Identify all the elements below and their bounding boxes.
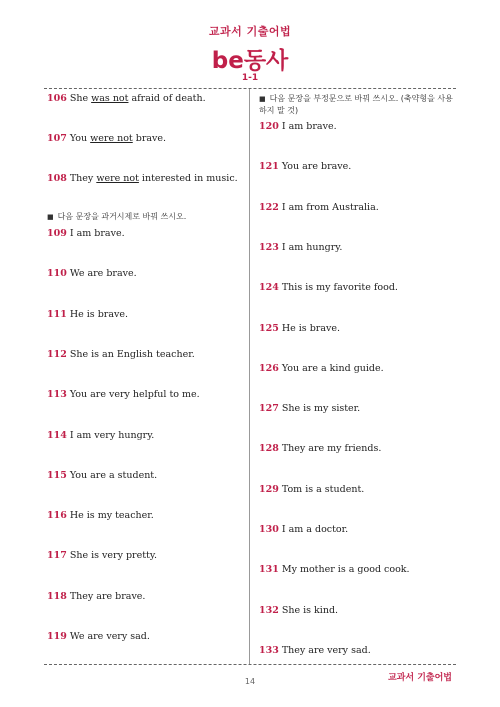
instruction-past-tense <box>47 211 186 223</box>
question-text: interested in music. <box>138 173 238 184</box>
question-number: 130 <box>259 524 279 535</box>
question-number: 125 <box>259 322 279 334</box>
question-text: She is very pretty. <box>69 550 157 562</box>
question-text: I am very hungry. <box>69 429 155 441</box>
question-item <box>259 363 384 375</box>
question-number: 133 <box>259 644 279 656</box>
question-text: brave. <box>132 133 167 144</box>
question-number: 127 <box>259 403 279 415</box>
question-text: We are brave. <box>69 268 137 280</box>
question-number: 107 <box>47 133 67 144</box>
question-number: 132 <box>259 604 279 616</box>
question-item <box>47 550 157 562</box>
question-item <box>259 121 337 133</box>
question-text: She is an English teacher. <box>69 348 195 360</box>
question-item <box>259 564 410 576</box>
instruction-text: 다음 문장을 부정문으로 바꿔 쓰시오. (축약형을 사용하지 말 것) <box>259 94 453 115</box>
question-number: 126 <box>259 362 279 374</box>
question-number: 118 <box>47 590 67 602</box>
question-number: 128 <box>259 443 279 455</box>
question-number: 115 <box>47 469 67 481</box>
instruction-text: 다음 문장을 과거시제로 바꿔 쓰시오. <box>57 212 187 221</box>
question-number: 123 <box>259 241 279 253</box>
question-text: Tom is a student. <box>281 483 365 495</box>
question-item <box>47 430 154 442</box>
question-number: 119 <box>47 631 67 642</box>
page-title: be동사 <box>211 48 289 74</box>
question-number: 114 <box>47 429 67 441</box>
bottom-rule <box>44 664 456 665</box>
column-divider <box>249 89 250 664</box>
question-text: He is brave. <box>69 308 128 320</box>
question-106 <box>47 93 206 105</box>
question-number: 111 <box>47 308 67 320</box>
question-item <box>259 484 364 496</box>
question-item <box>259 202 379 214</box>
question-number: 117 <box>47 550 67 562</box>
question-item <box>259 403 360 415</box>
question-text: I am brave. <box>281 121 337 132</box>
question-text: He is my teacher. <box>69 510 154 522</box>
page-number: 14 <box>244 677 256 686</box>
question-item <box>47 631 150 643</box>
question-number: 129 <box>259 483 279 495</box>
question-number: 112 <box>47 348 67 360</box>
question-text: My mother is a good cook. <box>281 564 410 576</box>
top-rule <box>44 88 456 89</box>
question-text: They are very sad. <box>281 644 371 656</box>
underlined-phrase: were not <box>90 133 133 144</box>
question-item <box>259 443 381 455</box>
question-text: She <box>69 93 92 104</box>
question-item <box>259 323 340 335</box>
underlined-phrase: were not <box>96 173 139 184</box>
square-bullet-icon: ■ <box>47 213 54 221</box>
question-text: You <box>69 133 91 144</box>
question-text: He is brave. <box>281 322 340 334</box>
question-number: 121 <box>259 161 279 173</box>
question-number: 108 <box>47 173 67 184</box>
question-item <box>47 309 128 321</box>
question-item <box>259 524 348 536</box>
square-bullet-icon: ■ <box>259 95 266 103</box>
question-number: 116 <box>47 510 67 522</box>
question-text: You are a student. <box>69 469 158 481</box>
question-text: You are brave. <box>281 161 352 173</box>
question-text: I am hungry. <box>281 241 343 253</box>
question-number: 110 <box>47 268 67 280</box>
question-text: They are my friends. <box>281 443 382 455</box>
footer-brand: 교과서 기출어법 <box>388 673 452 683</box>
question-text: She is my sister. <box>281 403 361 415</box>
question-item <box>259 282 398 294</box>
question-item <box>259 242 342 254</box>
question-item <box>47 389 200 401</box>
instruction-negative <box>259 93 459 117</box>
question-number: 122 <box>259 201 279 213</box>
question-item <box>47 268 137 280</box>
question-number: 109 <box>47 228 67 239</box>
question-number: 106 <box>47 93 67 104</box>
question-text: I am a doctor. <box>281 524 349 535</box>
question-text: You are a kind guide. <box>281 362 384 374</box>
question-number: 113 <box>47 389 67 401</box>
question-number: 131 <box>259 564 279 576</box>
question-107 <box>47 133 166 145</box>
question-number: 120 <box>259 121 279 132</box>
question-text: You are very helpful to me. <box>69 389 200 401</box>
question-108 <box>47 173 238 185</box>
question-text: They are brave. <box>69 590 146 602</box>
question-item <box>259 605 338 617</box>
question-text: She is kind. <box>281 604 339 616</box>
question-text: afraid of death. <box>128 93 206 104</box>
question-item <box>47 510 154 522</box>
header-book-title: 교과서 기출어법 <box>208 25 292 38</box>
underlined-phrase: was not <box>91 93 129 104</box>
question-item <box>259 161 351 173</box>
question-item <box>47 591 145 603</box>
question-item <box>259 645 371 657</box>
question-number: 124 <box>259 282 279 294</box>
unit-label: 1-1 <box>241 73 259 83</box>
question-item <box>47 228 125 240</box>
question-text: I am brave. <box>69 228 125 239</box>
question-text: We are very sad. <box>69 631 150 642</box>
question-text: They <box>69 173 97 184</box>
question-text: This is my favorite food. <box>281 282 398 294</box>
question-text: I am from Australia. <box>281 201 379 213</box>
question-item <box>47 470 157 482</box>
question-item <box>47 349 195 361</box>
